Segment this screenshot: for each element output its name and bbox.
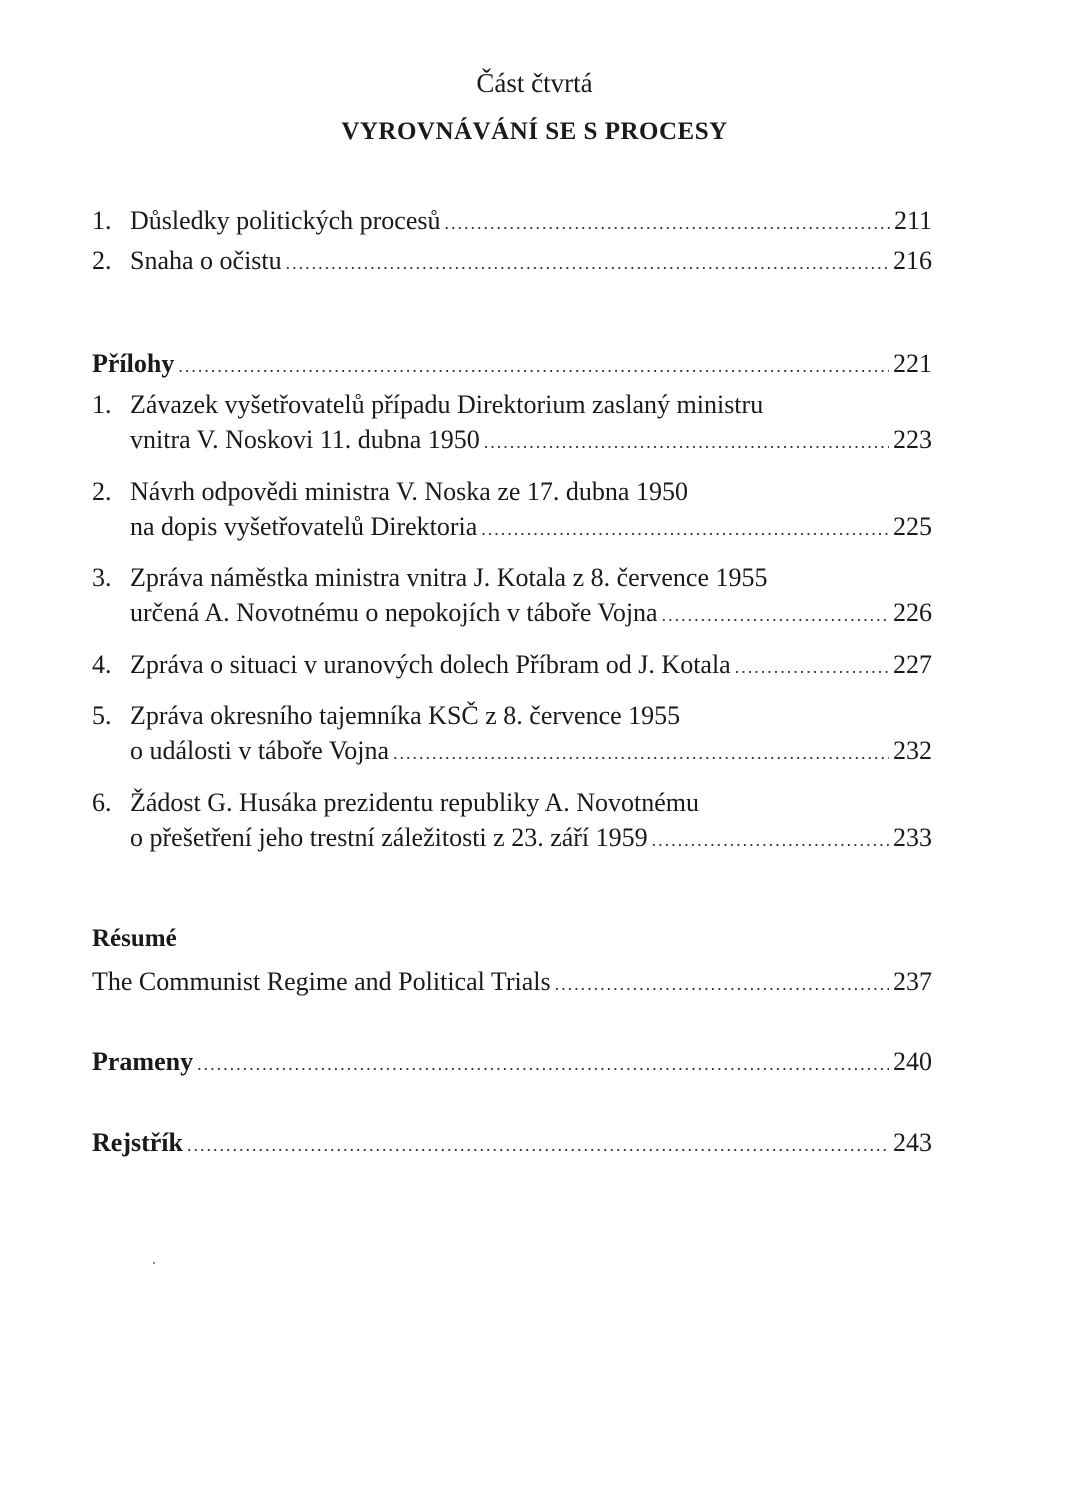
index-heading: Rejstřík (92, 1128, 183, 1157)
appendix-1-line2 (130, 425, 932, 459)
entry-title: The Communist Regime and Political Trials (92, 967, 551, 996)
entry-number: 3. (92, 563, 112, 592)
entry-title: Zpráva o situaci v uranových dolech Příbram od J. Kotala (130, 650, 731, 679)
entry-title-continued: vnitra V. Noskovi 11. dubna 1950 (130, 425, 480, 454)
entry-page: 240 (893, 1047, 932, 1076)
dot-leader (484, 432, 889, 453)
scan-speck (153, 1262, 155, 1264)
appendix-2-line1 (92, 477, 932, 511)
entry-number: 2. (92, 477, 112, 506)
resume-heading: Résumé (92, 925, 177, 952)
entry-page: 227 (893, 650, 932, 679)
entry-page: 216 (893, 246, 932, 275)
dot-leader (445, 213, 890, 234)
entry-number: 6. (92, 788, 112, 817)
entry-title-continued: na dopis vyšetřovatelů Direktoria (130, 512, 478, 541)
toc-entry-resume (92, 967, 932, 1001)
appendices-heading: Přílohy (92, 349, 175, 378)
entry-number: 2. (92, 246, 112, 275)
toc-entry-index (92, 1128, 932, 1162)
dot-leader (286, 253, 889, 274)
appendix-3-line2 (130, 598, 932, 632)
entry-title-continued: o přešetření jeho trestní záležitosti z 23. září 1959 (130, 823, 648, 852)
dot-leader (197, 1054, 889, 1075)
entry-page: 237 (893, 967, 932, 996)
entry-title-continued: určená A. Novotnému o nepokojích v táboře Vojna (130, 598, 658, 627)
entry-title: Důsledky politických procesů (130, 206, 441, 235)
entry-page: 223 (893, 425, 932, 454)
dot-leader (393, 743, 889, 764)
appendix-5-line2 (130, 736, 932, 770)
entry-title: Návrh odpovědi ministra V. Noska ze 17. dubna 1950 (130, 477, 688, 506)
dot-leader (735, 657, 889, 678)
toc-entry-sources (92, 1047, 932, 1081)
dot-leader (555, 974, 889, 995)
entry-title: Zpráva okresního tajemníka KSČ z 8. července 1955 (130, 701, 681, 730)
appendix-4-line1 (92, 650, 932, 684)
entry-page: 221 (893, 349, 932, 378)
entry-number: 4. (92, 650, 112, 679)
dot-leader (187, 1135, 889, 1156)
toc-entry-chapter-2 (92, 246, 932, 280)
appendix-5-line1 (92, 701, 932, 735)
toc-entry-appendices (92, 349, 932, 383)
appendix-1-line1 (92, 390, 932, 424)
entry-title: Snaha o očistu (130, 246, 282, 275)
entry-page: 211 (893, 206, 932, 235)
entry-title: Žádost G. Husáka prezidentu republiky A. Novotnému (130, 788, 699, 817)
appendix-6-line1 (92, 788, 932, 822)
entry-number: 1. (92, 390, 112, 419)
sources-heading: Prameny (92, 1047, 194, 1076)
entry-number: 1. (92, 206, 112, 235)
dot-leader (178, 356, 889, 377)
appendix-2-line2 (130, 512, 932, 546)
dot-leader (481, 519, 889, 540)
appendix-3-line1 (92, 563, 932, 597)
toc-entry-chapter-1 (92, 206, 932, 240)
entry-page: 226 (893, 598, 932, 627)
entry-title: Závazek vyšetřovatelů případu Direktorium zaslaný ministru (130, 390, 764, 419)
entry-number: 5. (92, 701, 112, 730)
entry-title: Zpráva náměstka ministra vnitra J. Kotala z 8. července 1955 (130, 563, 768, 592)
dot-leader (652, 830, 889, 851)
dot-leader (662, 605, 889, 626)
appendix-6-line2 (130, 823, 932, 857)
entry-page: 232 (893, 736, 932, 765)
entry-page: 233 (893, 823, 932, 852)
entry-title-continued: o události v táboře Vojna (130, 736, 390, 765)
entry-page: 225 (893, 512, 932, 541)
entry-page: 243 (893, 1128, 932, 1157)
part-label: Část čtvrtá (476, 68, 593, 98)
part-title: VYROVNÁVÁNÍ SE S PROCESY (341, 118, 728, 145)
